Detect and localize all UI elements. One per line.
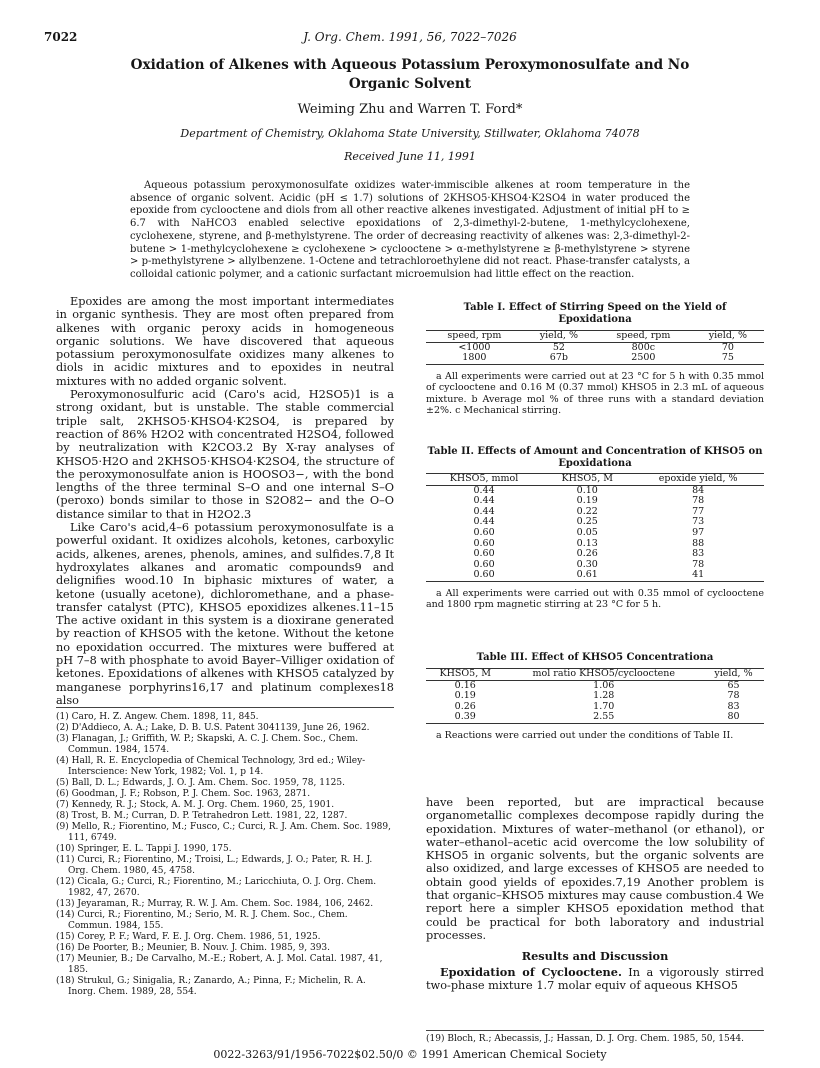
- paragraph-text: In a vigorously stirred two-phase mixture 1.7 molar equiv of aqueous KHSO5: [426, 965, 764, 992]
- table-header-row: [426, 669, 764, 681]
- table-cell: 0.30: [576, 558, 598, 570]
- column-header: yield, %: [708, 330, 747, 341]
- table-cell: 67b: [549, 352, 568, 364]
- left-column-body: [56, 295, 394, 707]
- table-cell: 83: [692, 548, 705, 560]
- table-cell: 0.19: [576, 495, 598, 507]
- table-cell: 70: [721, 341, 734, 353]
- table-caption: Table II. Effects of Amount and Concentration of KHSO5 on Epoxidationa: [427, 446, 763, 469]
- table-cell: 78: [727, 690, 740, 702]
- table-cell: 0.16: [454, 679, 476, 691]
- reference-item: (2) D'Addieco, A. A.; Lake, D. B. U.S. Patent 3041139, June 26, 1962.: [56, 723, 370, 733]
- authors: Weiming Zhu and Warren T. Ford*: [297, 102, 523, 117]
- table-cell: 2500: [631, 352, 656, 364]
- table-cell: 800c: [631, 341, 656, 353]
- reference-item: (15) Corey, P. F.; Ward, F. E. J. Org. Chem. 1986, 51, 1925.: [56, 932, 321, 942]
- journal-citation: J. Org. Chem. 1991, 56, 7022–7026: [303, 30, 517, 44]
- table-cell: 0.19: [454, 690, 476, 702]
- table-row: [426, 570, 764, 581]
- column-header: yield, %: [539, 330, 578, 341]
- table-footnote: a Reactions were carried out under the conditions of Table II.: [436, 729, 734, 741]
- table-3: [426, 668, 764, 724]
- table-cell: 0.39: [454, 711, 476, 723]
- column-header: KHSO5, mmol: [449, 473, 519, 484]
- reference-item: (18) Strukul, G.; Sinigalia, R.; Zanardo, A.; Pinna, F.; Michelin, R. A. Inorg. Chem. 1989, 28, 554.: [56, 976, 366, 997]
- table-cell: 1800: [462, 352, 487, 364]
- table-1: [426, 330, 764, 365]
- reference-item: (12) Cicala, G.; Curci, R.; Fiorentino, M.; Laricchiuta, O. J. Org. Chem. 1982, 47, 2670.: [56, 877, 377, 898]
- table-caption: Table III. Effect of KHSO5 Concentrationa: [476, 652, 714, 663]
- paragraph: Peroxymonosulfuric acid (Caro's acid, H2SO5)1 is a strong oxidant, but is unstable. The stable commercial triple salt, 2KHSO5·KHSO4·K2SO4, is prepared by reaction of 86% H2O2 with concentrated H2SO4, followed by neutralization with K2CO3.2 By X-ray analyses of KHSO5·H2O and 2KHSO5·KHSO4·K2SO4, the structure of the peroxymonosulfate anion is HOOSO3−, with the bond lengths of the three terminal S–O and one internal S–O (peroxo) bonds similar to those in S2O82− and the O–O distance similar to that in H2O2.3: [56, 388, 394, 521]
- page-header: [44, 30, 776, 48]
- table-header-row: [426, 474, 764, 486]
- table-cell: 65: [727, 679, 740, 691]
- table-cell: 77: [692, 505, 705, 517]
- table-cell: 73: [692, 516, 705, 528]
- table-cell: 0.44: [473, 495, 495, 507]
- table-cell: 78: [692, 495, 705, 507]
- column-header: yield, %: [714, 668, 753, 679]
- column-header: KHSO5, M: [561, 473, 613, 484]
- table-cell: 41: [692, 569, 705, 581]
- table-row: [426, 353, 764, 364]
- table-cell: 0.60: [473, 558, 495, 570]
- table-cell: 0.60: [473, 548, 495, 560]
- reference-item: (1) Caro, H. Z. Angew. Chem. 1898, 11, 845.: [56, 712, 259, 722]
- page-footer: 0022-3263/91/1956-7022$02.50/0 © 1991 American Chemical Society: [213, 1048, 607, 1061]
- reference-item: (10) Springer, E. L. Tappi J. 1990, 175.: [56, 844, 232, 854]
- table-row: [426, 528, 764, 539]
- table-cell: 0.05: [576, 526, 598, 538]
- table-cell: 0.26: [576, 548, 598, 560]
- table-cell: 0.60: [473, 526, 495, 538]
- table-cell: 0.22: [576, 505, 598, 517]
- table-cell: 0.61: [576, 569, 598, 581]
- reference-item: (11) Curci, R.; Fiorentino, M.; Troisi, L.; Edwards, J. O.; Pater, R. H. J. Org. Chem. 1980, 45, 4758.: [56, 855, 373, 876]
- column-header: epoxide yield, %: [658, 473, 738, 484]
- table-cell: 0.60: [473, 537, 495, 549]
- reference-list: [56, 707, 394, 998]
- reference-item: (6) Goodman, J. F.; Robson, P. J. Chem. Soc. 1963, 2871.: [56, 789, 311, 799]
- table-3-block: [426, 652, 764, 741]
- section-heading: Results and Discussion: [521, 949, 669, 964]
- paragraph: Like Caro's acid,4–6 potassium peroxymonosulfate is a powerful oxidant. It oxidizes alcohols, ketones, carboxylic acids, alkenes, arenes, phenols, amines, and sulfides.7,8 It hydroxylates alkanes and aromatic compounds9 and delignifies wood.10 In biphasic mixtures of water, a ketone (usually acetone), dichloromethane, and a phase-transfer catalyst (PTC), KHSO5 epoxidizes alkenes.11–15 The active oxidant in this system is a dioxirane generated by reaction of KHSO5 with the ketone. Without the ketone no epoxidation occurred. The mixtures were buffered at pH 7–8 with phosphate to avoid Bayer–Villiger oxidation of ketones. Epoxidations of alkenes with KHSO5 catalyzed by manganese porphyrins16,17 and platinum complexes18 also: [56, 521, 394, 707]
- table-cell: 83: [727, 700, 740, 712]
- table-cell: 0.10: [576, 484, 598, 496]
- table-cell: 0.13: [576, 537, 598, 549]
- reference-item: (16) De Poorter, B.; Meunier, B. Nouv. J. Chim. 1985, 9, 393.: [56, 943, 331, 953]
- table-cell: 97: [692, 526, 705, 538]
- table-cell: 0.60: [473, 569, 495, 581]
- table-cell: 52: [552, 341, 565, 353]
- table-2-block: [426, 446, 764, 611]
- column-header: speed, rpm: [616, 330, 671, 341]
- table-cell: 0.44: [473, 505, 495, 517]
- reference-item: (3) Flanagan, J.; Griffith, W. P.; Skapski, A. C. J. Chem. Soc., Chem. Commun. 1984, 1574.: [56, 734, 359, 755]
- reference-item: (7) Kennedy, R. J.; Stock, A. M. J. Org. Chem. 1960, 25, 1901.: [56, 800, 335, 810]
- table-1-block: [426, 302, 764, 417]
- paragraph: have been reported, but are impractical because organometallic complexes decompose rapidly during the epoxidation. Mixtures of water–methanol (or ethanol), or water–ethanol–acetic acid overcome the low solubility of KHSO5 in organic solvents, but the organic solvents are also oxidized, and large excesses of KHSO5 are needed to obtain good yields of epoxides.7,19 Another problem is that organic–KHSO5 mixtures may cause combustion.4 We report here a simpler KHSO5 epoxidation method that could be practical for both laboratory and industrial processes.: [426, 796, 764, 942]
- table-cell: 88: [692, 537, 705, 549]
- reference-item: (5) Ball, D. L.; Edwards, J. O. J. Am. Chem. Soc. 1959, 78, 1125.: [56, 778, 345, 788]
- column-header: speed, rpm: [447, 330, 502, 341]
- affiliation: Department of Chemistry, Oklahoma State University, Stillwater, Oklahoma 74078: [180, 127, 640, 140]
- reference-item: (13) Jeyaraman, R.; Murray, R. W. J. Am. Chem. Soc. 1984, 106, 2462.: [56, 899, 374, 909]
- table-cell: 84: [692, 484, 705, 496]
- table-cell: 0.44: [473, 484, 495, 496]
- table-cell: <1000: [458, 341, 491, 353]
- reference-item: (4) Hall, R. E. Encyclopedia of Chemical Technology, 3rd ed.; Wiley-Interscience: New York, 1982; Vol. 1, p 14.: [56, 756, 366, 777]
- reference-item: (8) Trost, B. M.; Curran, D. P. Tetrahedron Lett. 1981, 22, 1287.: [56, 811, 348, 821]
- paragraph: Epoxides are among the most important intermediates in organic synthesis. They are most often prepared from alkenes with organic peroxy acids in homogeneous organic solutions. We have discovered that aqueous potassium peroxymonosulfate oxidizes many alkenes to diols in acidic mixtures and to epoxides in neutral mixtures with no added organic solvent.: [56, 295, 394, 388]
- table-footnote: a All experiments were carried out with 0.35 mmol of cyclooctene and 1800 rpm magnetic stirring at 23 °C for 5 h.: [426, 587, 764, 611]
- table-cell: 1.70: [593, 700, 615, 712]
- table-footnote: a All experiments were carried out at 23 °C for 5 h with 0.35 mmol of cyclooctene and 0.16 M (0.37 mmol) KHSO5 in 2.3 mL of aqueous mixture. b Average mol % of three runs with a standard deviation ±2%. c Mechanical stirring.: [426, 370, 764, 417]
- article-title: Oxidation of Alkenes with Aqueous Potassium Peroxymonosulfate and No Organic Solvent: [130, 57, 690, 92]
- paragraph: [426, 966, 764, 993]
- received-date: Received June 11, 1991: [344, 150, 476, 163]
- table-cell: 2.55: [593, 711, 615, 723]
- table-cell: 78: [692, 558, 705, 570]
- table-header-row: [426, 331, 764, 343]
- table-cell: 75: [721, 352, 734, 364]
- table-2: [426, 473, 764, 582]
- reference-item: (17) Meunier, B.; De Carvalho, M.-E.; Robert, A. J. Mol. Catal. 1987, 41, 185.: [56, 954, 383, 975]
- column-header: mol ratio KHSO5/cyclooctene: [532, 668, 675, 679]
- page-number: 7022: [44, 30, 78, 44]
- table-cell: 0.44: [473, 516, 495, 528]
- reference-item: (9) Mello, R.; Fiorentino, M.; Fusco, C.; Curci, R. J. Am. Chem. Soc. 1989, 111, 6749.: [56, 822, 391, 843]
- right-column-body: [426, 796, 764, 992]
- table-row: [426, 712, 764, 723]
- reference-item: (14) Curci, R.; Fiorentino, M.; Serio, M. R. J. Chem. Soc., Chem. Commun. 1984, 155.: [56, 910, 348, 931]
- table-caption: Table I. Effect of Stirring Speed on the Yield of Epoxidationa: [463, 302, 727, 325]
- table-cell: 1.28: [593, 690, 615, 702]
- table-cell: 1.06: [593, 679, 615, 691]
- subsection-lead: Epoxidation of Cyclooctene.: [440, 964, 622, 979]
- table-cell: 0.25: [576, 516, 598, 528]
- table-cell: 0.26: [454, 700, 476, 712]
- table-cell: 80: [727, 711, 740, 723]
- column-header: KHSO5, M: [439, 668, 491, 679]
- abstract: Aqueous potassium peroxymonosulfate oxidizes water-immiscible alkenes at room temperature in the absence of organic solvent. Acidic (pH ≤ 1.7) solutions of 2KHSO5·KHSO4·K2SO4 in water produced the epoxide from cyclooctene and diols from all other reactive alkenes investigated. Adjustment of initial pH to ≥ 6.7 with NaHCO3 enabled selective epoxidations of 2,3-dimethyl-2-butene, 1-methylcyclohexene, cyclohexene, styrene, and β-methylstyrene. The order of decreasing reactivity of alkenes was: 2,3-dimethyl-2-butene > 1-methylcyclohexene ≥ cyclohexene > cyclooctene > α-methylstyrene ≥ β-methylstyrene > styrene > p-methylstyrene > allylbenzene. 1-Octene and tetrachloroethylene did not react. Phase-transfer catalysts, a colloidal cationic polymer, and a cationic surfactant microemulsion had little effect on the reaction.: [130, 180, 690, 280]
- reference-item: (19) Bloch, R.; Abecassis, J.; Hassan, D. J. Org. Chem. 1985, 50, 1544.: [426, 1030, 764, 1044]
